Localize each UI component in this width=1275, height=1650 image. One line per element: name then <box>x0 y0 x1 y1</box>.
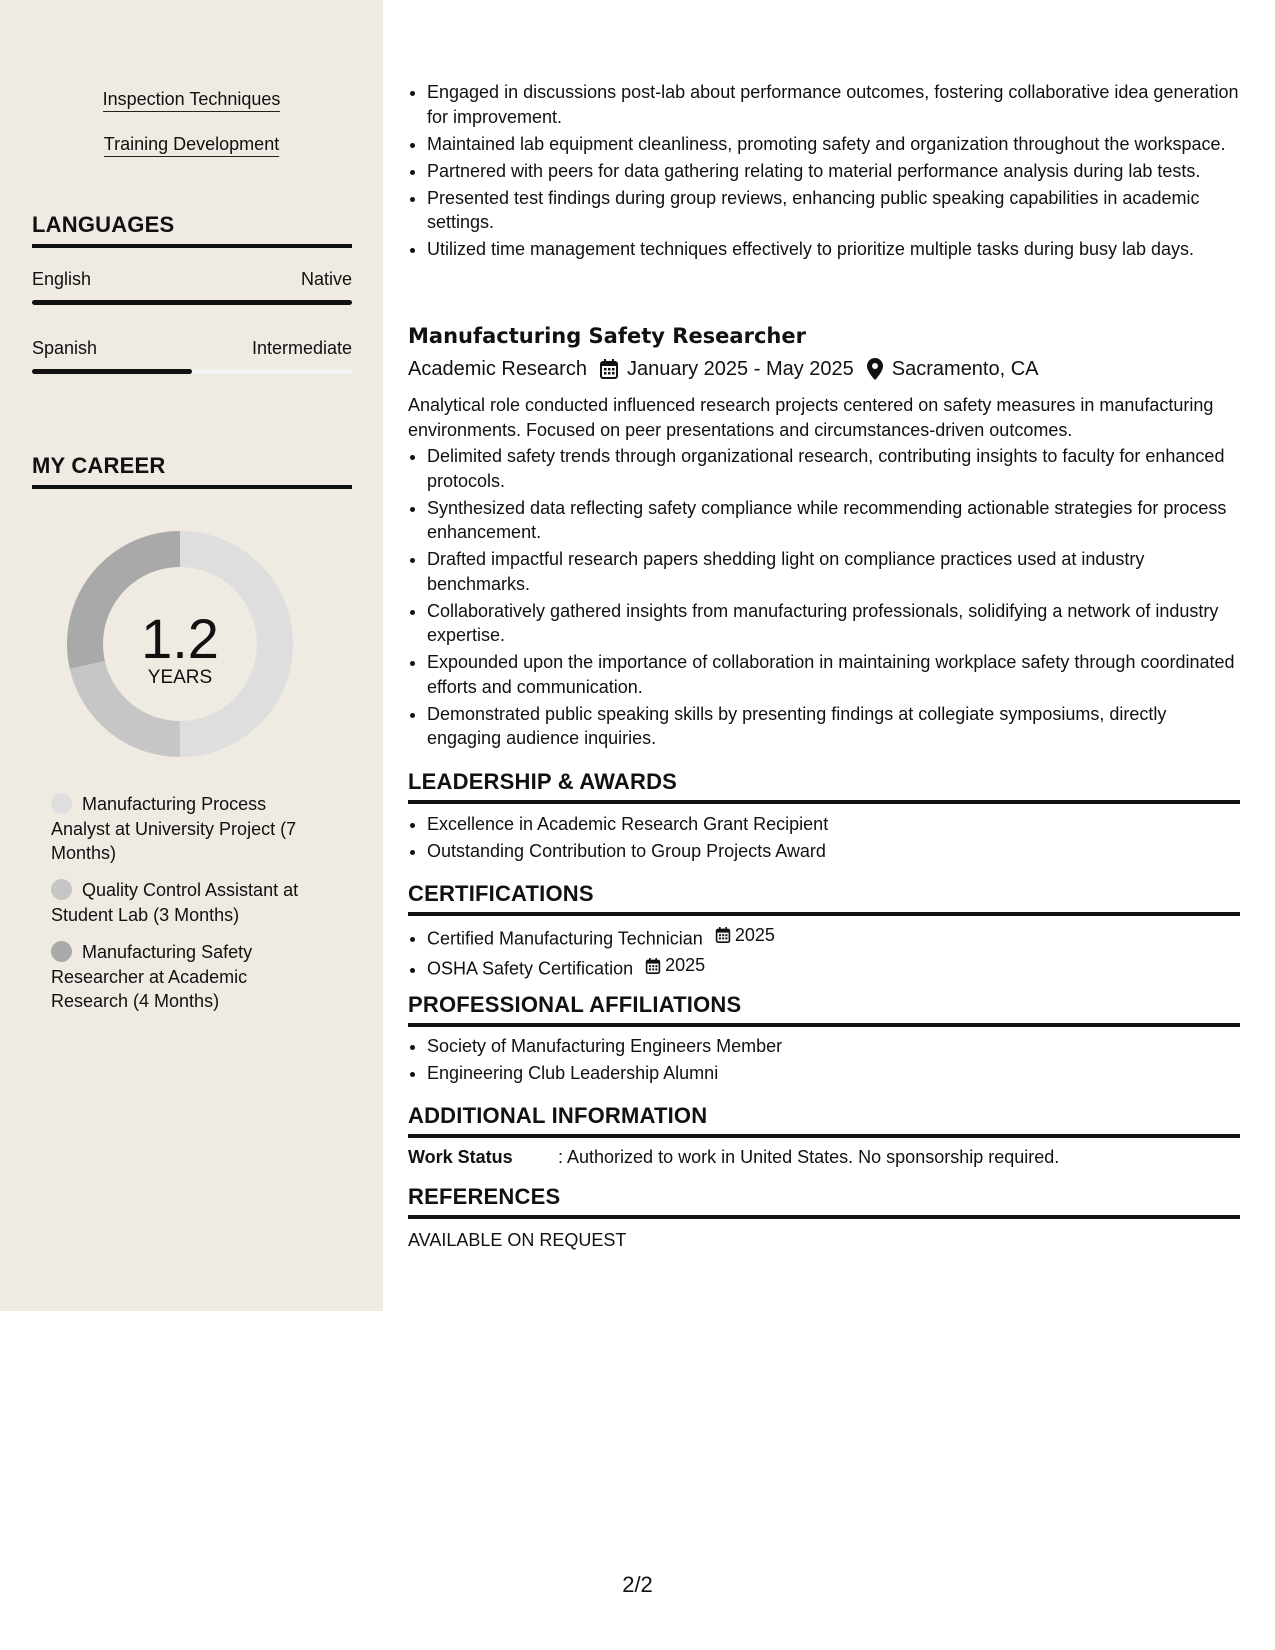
career-legend-item <box>51 878 321 927</box>
language-level: Intermediate <box>251 338 352 358</box>
list-item: • Expounded upon the importance of collaboration in maintaining workplace safety through coordinated efforts and communication. <box>427 650 1240 699</box>
sidebar <box>0 0 383 1311</box>
job-summary: Analytical role conducted influenced research projects centered on safety measures in manufacturing environments. Focused on peer presentations and circumstances-driven outcomes. <box>408 395 1214 440</box>
list-item <box>427 953 1240 981</box>
previous-job-bullets <box>408 80 1240 264</box>
language-name: English <box>32 269 92 289</box>
page-number: 2/2 <box>622 1572 653 1597</box>
language-proficiency-bar <box>32 300 352 305</box>
awards-heading: LEADERSHIP & AWARDS <box>408 769 1240 804</box>
affiliations-list <box>408 1034 1240 1088</box>
language-proficiency-fill <box>32 300 352 305</box>
language-row <box>32 338 352 359</box>
cert-name: Certified Manufacturing Technician <box>427 928 703 949</box>
skill-tag <box>0 89 383 110</box>
legend-dot <box>51 941 72 962</box>
calendar-icon <box>715 926 731 944</box>
career-legend-text: Manufacturing Process Analyst at University Project (7 Months) <box>51 794 297 863</box>
list-item: • Demonstrated public speaking skills by presenting findings at collegiate symposiums, directly engaging audience inquiries. <box>427 702 1240 751</box>
job-dates: January 2025 - May 2025 <box>626 357 854 380</box>
career-legend-item <box>51 940 321 1014</box>
job-meta <box>408 357 1039 381</box>
list-item: • Maintained lab equipment cleanliness, promoting safety and organization throughout the workspace. <box>427 132 1240 157</box>
languages-heading: LANGUAGES <box>32 212 352 248</box>
list-item: • Partnered with peers for data gathering relating to material performance analysis during lab tests. <box>427 159 1240 184</box>
list-item: • Outstanding Contribution to Group Projects Award <box>427 839 1240 864</box>
career-unit: YEARS <box>147 667 213 688</box>
career-legend-text: Quality Control Assistant at Student Lab (3 Months) <box>51 880 299 925</box>
job-company: Academic Research <box>408 357 587 380</box>
cert-name: OSHA Safety Certification <box>427 958 634 979</box>
work-status-value: : Authorized to work in United States. No sponsorship required. <box>558 1147 1060 1167</box>
career-donut-chart <box>66 530 294 758</box>
certifications-heading: CERTIFICATIONS <box>408 881 1240 916</box>
legend-dot <box>51 879 72 900</box>
work-status-label: Work Status <box>408 1147 513 1167</box>
legend-dot <box>51 793 72 814</box>
list-item: • Delimited safety trends through organizational research, contributing insights to faculty for enhanced protocols. <box>427 444 1240 493</box>
language-level: Native <box>300 269 352 289</box>
cert-year: 2025 <box>665 955 706 976</box>
work-status-row <box>408 1145 1240 1170</box>
location-pin-icon <box>866 357 884 381</box>
affiliations-heading: PROFESSIONAL AFFILIATIONS <box>408 992 1240 1027</box>
additional-info-heading: ADDITIONAL INFORMATION <box>408 1103 1240 1138</box>
career-total: 1.2 <box>141 607 219 670</box>
calendar-icon <box>645 957 661 975</box>
career-heading: MY CAREER <box>32 453 352 489</box>
list-item: • Engineering Club Leadership Alumni <box>427 1061 1240 1086</box>
language-row <box>32 269 352 290</box>
certifications-list <box>408 923 1240 984</box>
list-item: • Synthesized data reflecting safety compliance while recommending actionable strategies for process enhancement. <box>427 496 1240 545</box>
career-legend-text: Manufacturing Safety Researcher at Academic Research (4 Months) <box>51 942 253 1011</box>
job-location: Sacramento, CA <box>891 357 1039 380</box>
skill-label: Training Development <box>104 134 279 157</box>
list-item: • Society of Manufacturing Engineers Member <box>427 1034 1240 1059</box>
list-item: • Engaged in discussions post-lab about performance outcomes, fostering collaborative idea generation for improvement. <box>427 80 1240 129</box>
list-item: • Excellence in Academic Research Grant Recipient <box>427 812 1240 837</box>
list-item: • Presented test findings during group reviews, enhancing public speaking capabilities in academic settings. <box>427 186 1240 235</box>
job-title: Manufacturing Safety Researcher <box>408 324 806 348</box>
list-item: • Utilized time management techniques effectively to prioritize multiple tasks during busy lab days. <box>427 237 1240 262</box>
references-heading: REFERENCES <box>408 1184 1240 1219</box>
list-item: • Drafted impactful research papers shedding light on compliance practices used at industry benchmarks. <box>427 547 1240 596</box>
language-proficiency-bar <box>32 369 352 374</box>
list-item: • Collaboratively gathered insights from manufacturing professionals, solidifying a network of industry expertise. <box>427 599 1240 648</box>
references-text: AVAILABLE ON REQUEST <box>408 1230 627 1250</box>
career-legend-item <box>51 792 321 866</box>
skill-tag <box>0 134 383 155</box>
awards-list <box>408 812 1240 866</box>
job-bullets <box>408 444 1240 753</box>
language-proficiency-fill <box>32 369 192 374</box>
cert-year: 2025 <box>734 925 775 945</box>
list-item <box>427 923 1240 951</box>
calendar-icon <box>599 358 619 380</box>
skill-label: Inspection Techniques <box>103 89 281 112</box>
language-name: Spanish <box>32 338 98 358</box>
